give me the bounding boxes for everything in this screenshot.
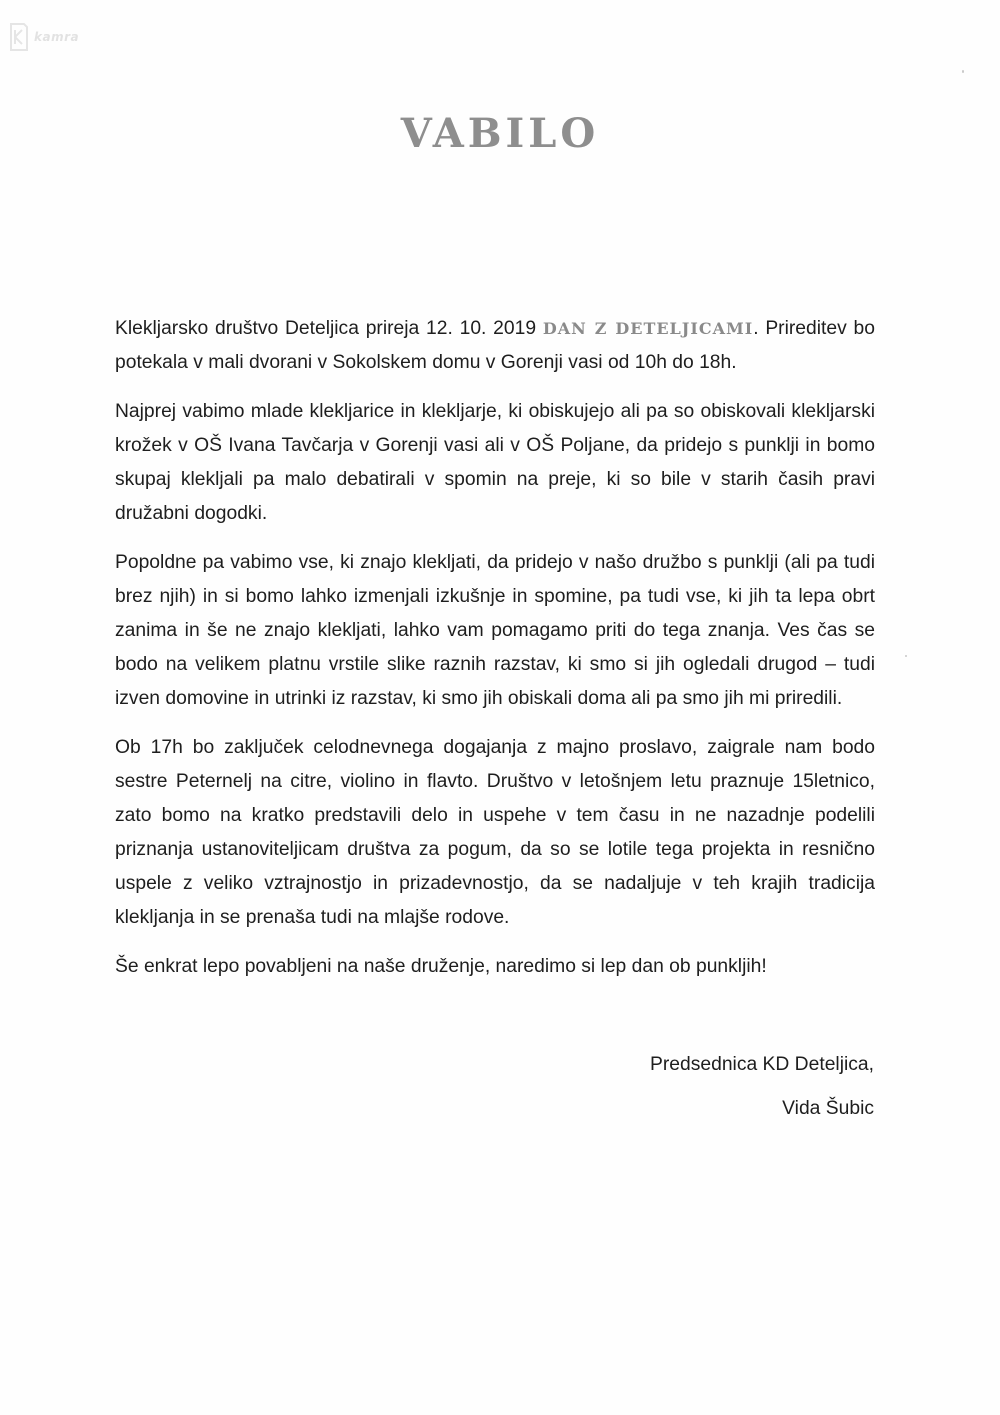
document-title: VABILO	[400, 110, 600, 157]
paragraph-1-details: . Prireditev bo potekala v mali dvorani v Sokolskem domu v Gorenji vasi od 10h do 18h.	[115, 318, 875, 373]
signature-name: Vida Šubic	[782, 1098, 874, 1119]
scan-speck	[905, 655, 907, 657]
paragraph-1	[115, 312, 875, 380]
paragraph-4: Ob 17h bo zaključek celodnevnega dogajanja z majno proslavo, zaigrale nam bodo sestre Peternelj na citre, violino in flavto. Društvo v letošnjem letu praznuje 15letnico, zato bomo na kratko predstavili delo in uspehe v tem času in ne nazadnje podelili priznanja ustanoviteljicam društva za pogum, da so se lotile tega projekta in resnično uspele z veliko vztrajnostjo in prizadevnostjo, da se nadaljuje v teh krajih tradicija klekljanja in se prenaša tudi na mlajše rodove.	[115, 737, 875, 928]
paragraph-5: Še enkrat lepo povabljeni na naše druženje, naredimo si lep dan ob punkljih!	[115, 956, 767, 977]
letter-body	[115, 312, 875, 999]
kamra-logo-icon	[8, 22, 30, 52]
paragraph-3: Popoldne pa vabimo vse, ki znajo klekljati, da pridejo v našo družbo s punklji (ali pa tudi brez njih) in si bomo lahko izmenjali izkušnje in spomine, pa tudi vse, ki jih ta lepa obrt zanima in še ne znajo klekljati, lahko vam pomagamo priti do tega znanja. Ves čas se bodo na velikem platnu vrstile slike raznih razstav, ki smo si jih ogledali drugod – tudi izven domovine in utrinki iz razstav, ki smo jih obiskali doma ali pa smo jih mi priredili.	[115, 552, 875, 709]
paragraph-1-intro: Klekljarsko društvo Deteljica prireja 12. 10. 2019	[115, 318, 543, 339]
signature-block	[650, 1043, 874, 1131]
scan-speck	[962, 70, 964, 73]
event-name: DAN Z DETELJICAMI	[542, 319, 754, 338]
watermark-text: kamra	[34, 30, 80, 44]
paragraph-2: Najprej vabimo mlade klekljarice in klekljarje, ki obiskujejo ali pa so obiskovali klekljarski krožek v OŠ Ivana Tavčarja v Gorenji vasi ali v OŠ Poljane, da pridejo s punklji in bomo skupaj klekljali pa malo debatirali v spomin na preje, ki so bile v starih časih pravi družabni dogodki.	[115, 401, 875, 524]
watermark	[8, 22, 79, 52]
signature-role: Predsednica KD Deteljica,	[650, 1054, 874, 1075]
